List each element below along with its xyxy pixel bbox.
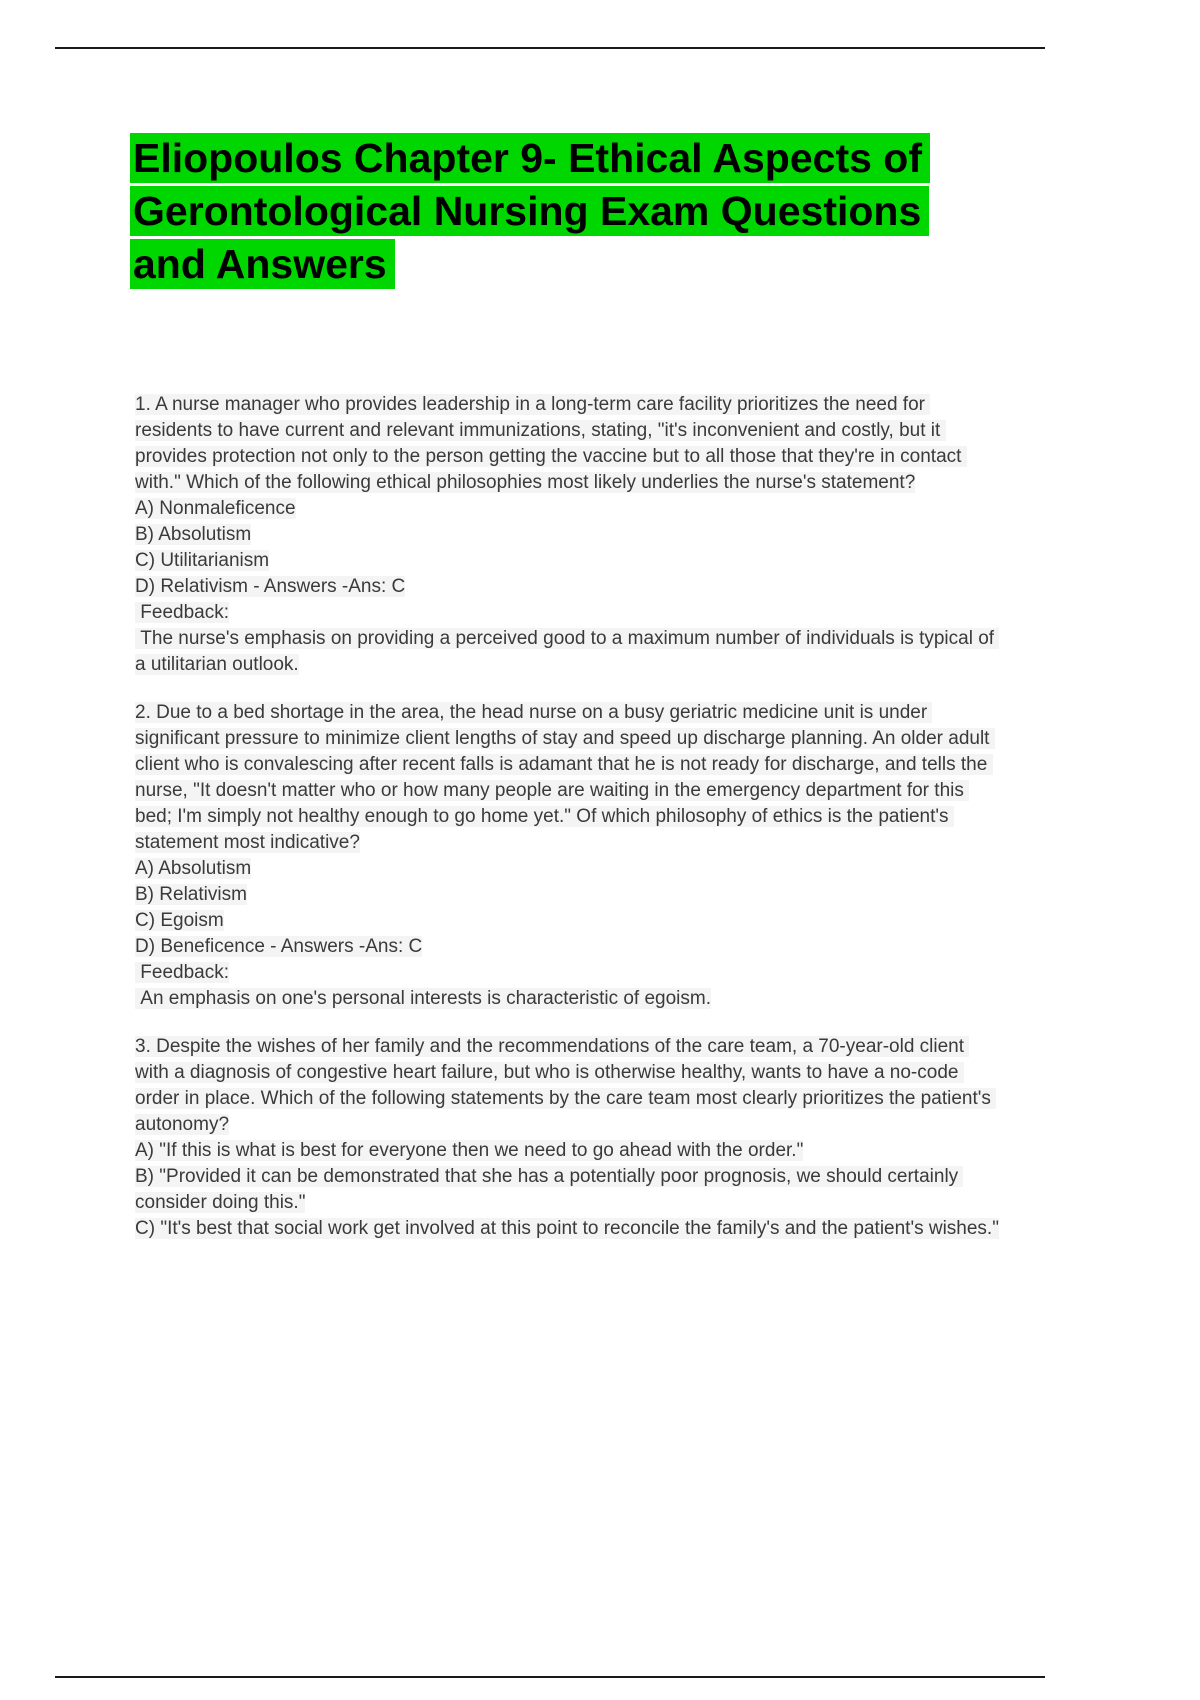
question-1-feedback: The nurse's emphasis on providing a perceived good to a maximum number of individuals is typical of a utilitarian outlook. (135, 628, 1000, 675)
answer-option (135, 882, 1003, 908)
answer-option (135, 574, 1003, 600)
answer-option (135, 1164, 1003, 1216)
bottom-divider (55, 1676, 1045, 1678)
question-2-option-a: A) Absolutism (135, 858, 252, 879)
top-divider (55, 47, 1045, 49)
feedback-label (135, 600, 1003, 626)
answer-option (135, 934, 1003, 960)
question-text (135, 700, 1003, 856)
question-2-feedback: An emphasis on one's personal interests is characteristic of egoism. (135, 988, 712, 1009)
question-3-option-b: B) "Provided it can be demonstrated that she has a potentially poor prognosis, we should certainly consider doing this." (135, 1166, 964, 1213)
question-1-body: 1. A nurse manager who provides leadership in a long-term care facility prioritizes the need for residents to have current and relevant immunizations, stating, "it's inconvenient and costly, but it provides protection not only to the person getting the vaccine but to all those that they're in contact with." Which of the following ethical philosophies most likely underlies the nurse's statement? (135, 394, 967, 493)
question-1-option-c: C) Utilitarianism (135, 550, 270, 571)
document-title (133, 132, 1083, 291)
question-3-option-c: C) "It's best that social work get involved at this point to reconcile the family's and the patient's wishes." (135, 1218, 999, 1239)
question-block-1 (135, 392, 1003, 678)
document-body (135, 392, 1003, 1264)
question-text (135, 392, 1003, 496)
answer-option (135, 522, 1003, 548)
feedback-label (135, 960, 1003, 986)
question-1-option-b: B) Absolutism (135, 524, 252, 545)
answer-option (135, 1138, 1003, 1164)
feedback-text (135, 986, 1003, 1012)
question-3-option-a: A) "If this is what is best for everyone then we need to go ahead with the order." (135, 1140, 804, 1161)
question-block-3 (135, 1034, 1003, 1242)
answer-option (135, 1216, 1003, 1242)
question-2-option-b: B) Relativism (135, 884, 247, 905)
question-text (135, 1034, 1003, 1138)
answer-option (135, 856, 1003, 882)
question-2-option-c: C) Egoism (135, 910, 224, 931)
question-1-feedback-label: Feedback: (135, 602, 230, 623)
question-2-feedback-label: Feedback: (135, 962, 230, 983)
title-line-3: and Answers (130, 239, 395, 289)
question-1-option-a: A) Nonmaleficence (135, 498, 296, 519)
answer-option (135, 908, 1003, 934)
question-3-body: 3. Despite the wishes of her family and the recommendations of the care team, a 70-year-old client with a diagnosis of congestive heart failure, but who is otherwise healthy, wants to have a no-code order in place. Which of the following statements by the care team most clearly prioritizes the patient's autonomy? (135, 1036, 997, 1135)
question-block-2 (135, 700, 1003, 1012)
answer-option (135, 496, 1003, 522)
question-2-option-d-answer: D) Beneficence - Answers -Ans: C (135, 936, 423, 957)
question-1-option-d-answer: D) Relativism - Answers -Ans: C (135, 576, 406, 597)
title-line-2: Gerontological Nursing Exam Questions (130, 186, 929, 236)
question-2-body: 2. Due to a bed shortage in the area, the head nurse on a busy geriatric medicine unit is under significant pressure to minimize client lengths of stay and speed up discharge planning. An older adult client who is convalescing after recent falls is adamant that he is not ready for discharge, and tells the nurse, "It doesn't matter who or how many people are waiting in the emergency department for this bed; I'm simply not healthy enough to go home yet." Of which philosophy of ethics is the patient's statement most indicative? (135, 702, 995, 853)
answer-option (135, 548, 1003, 574)
feedback-text (135, 626, 1003, 678)
title-line-1: Eliopoulos Chapter 9- Ethical Aspects of (130, 133, 930, 183)
